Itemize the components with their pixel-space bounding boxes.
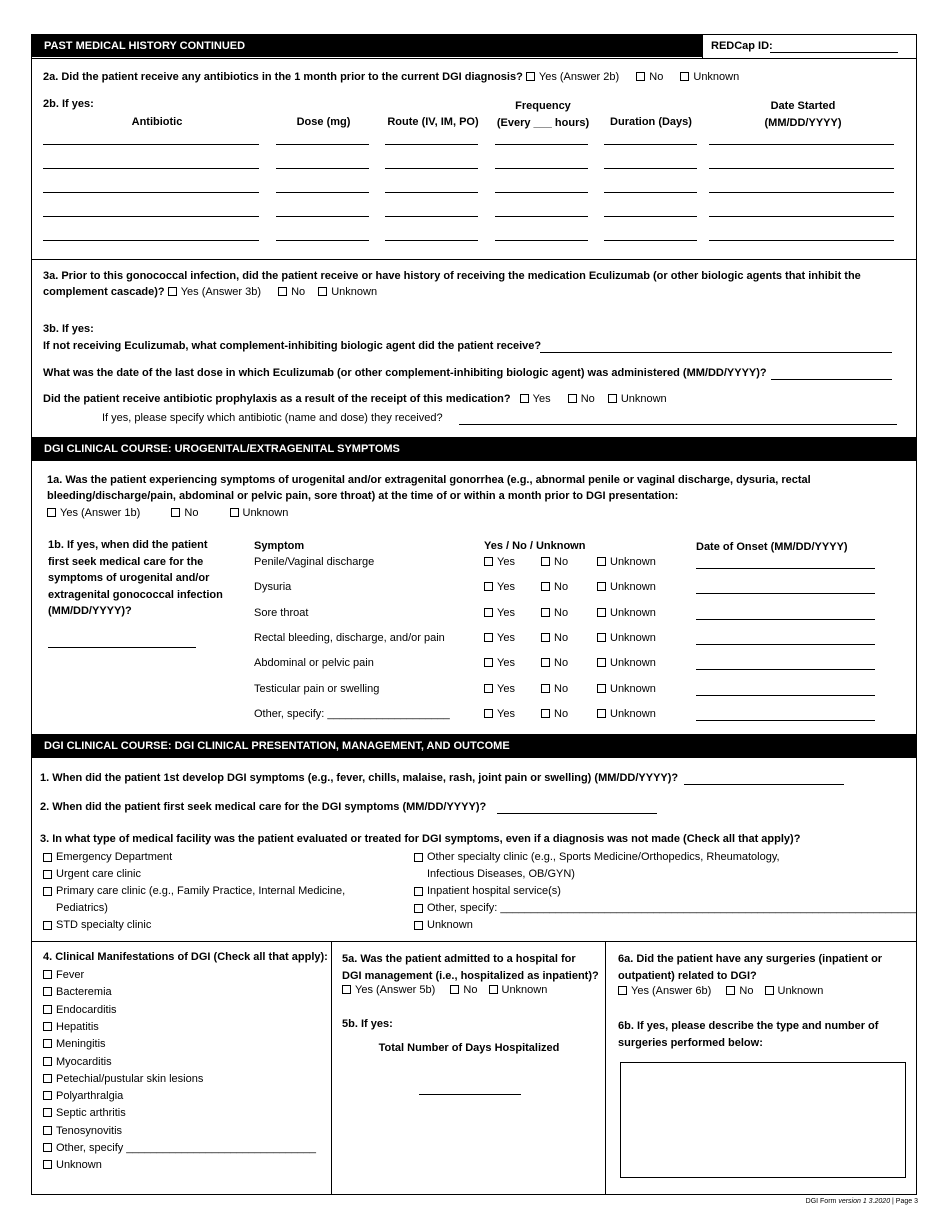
q3b-agent-field[interactable] bbox=[540, 352, 892, 353]
checkbox-icon bbox=[414, 887, 423, 896]
symptom-option-wrapper bbox=[541, 581, 568, 593]
q6a-options bbox=[618, 985, 823, 997]
checkbox-icon bbox=[43, 921, 52, 930]
prophylaxis-option-yes[interactable]: Yes bbox=[520, 393, 551, 405]
divider bbox=[605, 941, 606, 1194]
symptom-label: Dysuria bbox=[254, 581, 292, 594]
manifestation-option[interactable]: Petechial/pustular skin lesions bbox=[43, 1073, 203, 1085]
symptom-option-wrapper bbox=[597, 556, 656, 568]
days-hospitalized-field[interactable] bbox=[419, 1094, 521, 1095]
symptom-option-wrapper bbox=[484, 657, 515, 669]
checkbox-icon bbox=[43, 1074, 52, 1083]
section-header-urogenital: DGI CLINICAL COURSE: UROGENITAL/EXTRAGENITAL SYMPTOMS bbox=[32, 437, 916, 461]
symptom-option-wrapper bbox=[484, 683, 515, 695]
checkbox-icon bbox=[43, 1039, 52, 1048]
checkbox-icon bbox=[636, 72, 645, 81]
symptom-option-no[interactable]: No bbox=[541, 632, 568, 644]
symptom-option-no[interactable]: No bbox=[541, 683, 568, 695]
q6a-option-unknown[interactable]: Unknown bbox=[765, 985, 824, 997]
q6a-option-yes[interactable]: Yes (Answer 6b) bbox=[618, 985, 711, 997]
checkbox-icon bbox=[484, 684, 493, 693]
symptom-option-no[interactable]: No bbox=[541, 581, 568, 593]
col-symptom: Symptom bbox=[254, 540, 305, 552]
col-antibiotic: Antibiotic bbox=[131, 116, 183, 128]
divider bbox=[702, 35, 703, 58]
checkbox-icon bbox=[484, 658, 493, 667]
q3a-option-unknown[interactable]: Unknown bbox=[318, 286, 377, 298]
checkbox-icon bbox=[520, 394, 529, 403]
checkbox-icon bbox=[484, 709, 493, 718]
q1a-question-line1: 1a. Was the patient experiencing symptoms of urogenital and/or extragenital gonorrhea (e.g., abnormal penile or vaginal discharge, dysuria, rectal bbox=[47, 474, 811, 486]
q2a-question: 2a. Did the patient receive any antibiotics in the 1 month prior to the current DGI diagnosis? bbox=[43, 71, 523, 83]
antibiotic-cell-field[interactable] bbox=[276, 240, 369, 241]
q3b-label: 3b. If yes: bbox=[43, 323, 94, 335]
antibiotic-cell-field[interactable] bbox=[604, 144, 697, 145]
checkbox-icon bbox=[568, 394, 577, 403]
checkbox-icon bbox=[414, 921, 423, 930]
facility-option-label: Unknown bbox=[427, 919, 473, 931]
facility-option[interactable] bbox=[414, 920, 473, 934]
q5a-options bbox=[342, 984, 547, 996]
symptom-label: Sore throat bbox=[254, 606, 309, 619]
antibiotic-cell-field[interactable] bbox=[276, 192, 369, 193]
antibiotic-cell-field[interactable] bbox=[709, 168, 894, 169]
q3b-specify-field[interactable] bbox=[459, 424, 897, 425]
q3a-option-yes[interactable]: Yes (Answer 3b) bbox=[168, 286, 261, 298]
checkbox-icon bbox=[43, 887, 52, 896]
antibiotic-cell-field[interactable] bbox=[43, 168, 259, 169]
symptom-label: Other, specify: ____________________ bbox=[254, 707, 450, 720]
checkbox-icon bbox=[726, 986, 735, 995]
divider bbox=[32, 259, 916, 260]
q3a-question-line2: complement cascade)? bbox=[43, 286, 165, 298]
antibiotic-cell-field[interactable] bbox=[495, 216, 588, 217]
checkbox-icon bbox=[484, 633, 493, 642]
symptom-option-yes[interactable]: Yes bbox=[484, 632, 515, 644]
symptom-option-unknown[interactable]: Unknown bbox=[597, 632, 656, 644]
q1b-date-field[interactable] bbox=[48, 647, 196, 648]
antibiotic-cell-field[interactable] bbox=[276, 216, 369, 217]
manifestation-option[interactable]: Septic arthritis bbox=[43, 1107, 126, 1119]
q3a-option-no[interactable]: No bbox=[278, 286, 305, 298]
facility-option[interactable] bbox=[414, 886, 561, 900]
symptom-option-unknown[interactable]: Unknown bbox=[597, 708, 656, 720]
facility-option[interactable] bbox=[43, 886, 345, 917]
q1a-question-line2: bleeding/discharge/pain, abdominal or pelvic pain, sore throat) at the time of or within a month prior to DGI presentation: bbox=[47, 490, 679, 502]
presentation-q1-field[interactable] bbox=[684, 784, 844, 785]
q2a-option-yes[interactable]: Yes (Answer 2b) bbox=[526, 71, 619, 83]
symptom-option-wrapper bbox=[597, 657, 656, 669]
manifestation-option[interactable]: Endocarditis bbox=[43, 1004, 117, 1016]
q5b-label: 5b. If yes: bbox=[342, 1018, 393, 1030]
antibiotic-cell-field[interactable] bbox=[43, 240, 259, 241]
q1a-option-unknown[interactable]: Unknown bbox=[230, 507, 289, 519]
checkbox-icon bbox=[43, 1143, 52, 1152]
checkbox-icon bbox=[43, 1126, 52, 1135]
presentation-q2: 2. When did the patient first seek medical care for the DGI symptoms (MM/DD/YYYY)? bbox=[40, 801, 487, 813]
q5a-question: 5a. Was the patient admitted to a hospital for DGI management (i.e., hospitalized as inpatient)? bbox=[342, 953, 599, 982]
checkbox-icon bbox=[608, 394, 617, 403]
antibiotic-cell-field[interactable] bbox=[385, 144, 478, 145]
q2b-label: 2b. If yes: bbox=[43, 98, 94, 110]
checkbox-icon bbox=[484, 608, 493, 617]
checkbox-icon bbox=[43, 1005, 52, 1014]
checkbox-icon bbox=[484, 582, 493, 591]
symptom-option-wrapper bbox=[541, 632, 568, 644]
checkbox-icon bbox=[414, 853, 423, 862]
checkbox-icon bbox=[168, 287, 177, 296]
symptom-onset-date-field[interactable] bbox=[696, 619, 875, 620]
checkbox-icon bbox=[597, 684, 606, 693]
checkbox-icon bbox=[541, 658, 550, 667]
q5a-option-yes[interactable]: Yes (Answer 5b) bbox=[342, 984, 435, 996]
surgeries-textarea[interactable] bbox=[620, 1062, 906, 1178]
symptom-option-yes[interactable]: Yes bbox=[484, 581, 515, 593]
symptom-option-wrapper bbox=[541, 683, 568, 695]
symptom-onset-date-field[interactable] bbox=[696, 695, 875, 696]
q3a-row bbox=[43, 286, 377, 298]
col-yes-no-unknown: Yes / No / Unknown bbox=[484, 540, 586, 552]
facility-option-label: Inpatient hospital service(s) bbox=[427, 885, 561, 897]
facility-option[interactable] bbox=[414, 852, 780, 883]
checkbox-icon bbox=[278, 287, 287, 296]
q5a-option-no[interactable]: No bbox=[450, 984, 477, 996]
q6a-option-no[interactable]: No bbox=[726, 985, 753, 997]
q3b-agent-question: If not receiving Eculizumab, what complement-inhibiting biologic agent did the patient receive? bbox=[43, 340, 542, 352]
checkbox-icon bbox=[541, 557, 550, 566]
col-date-started: Date Started (MM/DD/YYYY) bbox=[764, 100, 842, 129]
checkbox-icon bbox=[597, 608, 606, 617]
checkbox-icon bbox=[597, 557, 606, 566]
symptom-option-unknown[interactable]: Unknown bbox=[597, 556, 656, 568]
q1a-option-no[interactable]: No bbox=[171, 507, 198, 519]
antibiotic-cell-field[interactable] bbox=[604, 168, 697, 169]
facility-option-label: Emergency Department bbox=[56, 851, 173, 863]
redcap-id-field[interactable] bbox=[770, 52, 898, 53]
checkbox-icon bbox=[230, 508, 239, 517]
symptom-option-wrapper bbox=[484, 607, 515, 619]
manifestation-option[interactable]: Fever bbox=[43, 969, 84, 981]
antibiotic-cell-field[interactable] bbox=[495, 144, 588, 145]
q4-title: 4. Clinical Manifestations of DGI (Check all that apply): bbox=[43, 951, 328, 963]
symptom-option-yes[interactable]: Yes bbox=[484, 556, 515, 568]
symptom-option-wrapper bbox=[541, 657, 568, 669]
checkbox-icon bbox=[43, 870, 52, 879]
symptom-option-wrapper bbox=[597, 708, 656, 720]
checkbox-icon bbox=[43, 1091, 52, 1100]
checkbox-icon bbox=[541, 684, 550, 693]
symptom-onset-date-field[interactable] bbox=[696, 593, 875, 594]
symptom-option-wrapper bbox=[484, 708, 515, 720]
antibiotic-cell-field[interactable] bbox=[709, 192, 894, 193]
symptom-option-yes[interactable]: Yes bbox=[484, 607, 515, 619]
facility-option-label: Other, specify: ____________________________________________________________________ bbox=[427, 902, 917, 914]
q3b-prophylaxis-question: Did the patient receive antibiotic prophylaxis as a result of the receipt of this medication? bbox=[43, 393, 511, 405]
q5a-option-unknown[interactable]: Unknown bbox=[489, 984, 548, 996]
antibiotic-cell-field[interactable] bbox=[43, 144, 259, 145]
symptom-option-wrapper bbox=[484, 556, 515, 568]
checkbox-icon bbox=[597, 633, 606, 642]
antibiotic-cell-field[interactable] bbox=[709, 240, 894, 241]
col-dose: Dose (mg) bbox=[296, 116, 351, 128]
facility-option[interactable] bbox=[414, 903, 916, 917]
symptom-onset-date-field[interactable] bbox=[696, 568, 875, 569]
checkbox-icon bbox=[414, 904, 423, 913]
antibiotic-cell-field[interactable] bbox=[385, 216, 478, 217]
antibiotic-cell-field[interactable] bbox=[385, 192, 478, 193]
section-header-past-medical-history: PAST MEDICAL HISTORY CONTINUED bbox=[32, 35, 702, 57]
facility-option[interactable] bbox=[43, 920, 151, 934]
symptom-option-no[interactable]: No bbox=[541, 607, 568, 619]
q1b-question: 1b. If yes, when did the patient first seek medical care for the symptoms of urogenital and/or extragenital gonococcal infection (MM/DD/YYYY)? bbox=[48, 539, 223, 617]
symptom-option-yes[interactable]: Yes bbox=[484, 657, 515, 669]
symptom-option-wrapper bbox=[541, 607, 568, 619]
antibiotic-cell-field[interactable] bbox=[43, 192, 259, 193]
antibiotic-cell-field[interactable] bbox=[276, 168, 369, 169]
checkbox-icon bbox=[318, 287, 327, 296]
antibiotic-cell-field[interactable] bbox=[43, 216, 259, 217]
symptom-label: Abdominal or pelvic pain bbox=[254, 657, 374, 670]
symptom-option-wrapper bbox=[484, 632, 515, 644]
antibiotic-cell-field[interactable] bbox=[276, 144, 369, 145]
checkbox-icon bbox=[618, 986, 627, 995]
prophylaxis-option-unknown[interactable]: Unknown bbox=[608, 393, 667, 405]
q3b-date-question: What was the date of the last dose in which Eculizumab (or other complement-inhibiting biologic agent) was administered (MM/DD/YYYY)? bbox=[43, 367, 767, 379]
facility-option[interactable] bbox=[43, 852, 172, 866]
symptom-label: Penile/Vaginal discharge bbox=[254, 556, 375, 568]
checkbox-icon bbox=[342, 985, 351, 994]
symptom-option-yes[interactable]: Yes bbox=[484, 708, 515, 720]
symptom-option-wrapper bbox=[597, 607, 656, 619]
manifestation-option[interactable]: Myocarditis bbox=[43, 1056, 112, 1068]
symptom-option-wrapper bbox=[541, 556, 568, 568]
presentation-q3: 3. In what type of medical facility was the patient evaluated or treated for DGI symptoms, even if a diagnosis was not made (Check all that apply)? bbox=[40, 833, 801, 845]
col-date-of-onset: Date of Onset (MM/DD/YYYY) bbox=[696, 541, 848, 553]
symptom-option-yes[interactable]: Yes bbox=[484, 683, 515, 695]
q3a-question-line1: 3a. Prior to this gonococcal infection, did the patient receive or have history of receiving the medication Eculizumab (or other biologic agents that inhibit the bbox=[43, 270, 861, 282]
q1a-options bbox=[47, 507, 288, 519]
presentation-q1: 1. When did the patient 1st develop DGI symptoms (e.g., fever, chills, malaise, rash, joint pain or swelling) (MM/DD/YYYY)? bbox=[40, 772, 679, 784]
checkbox-icon bbox=[597, 658, 606, 667]
antibiotic-cell-field[interactable] bbox=[604, 192, 697, 193]
col-duration: Duration (Days) bbox=[610, 116, 692, 128]
checkbox-icon bbox=[541, 608, 550, 617]
symptom-option-unknown[interactable]: Unknown bbox=[597, 683, 656, 695]
checkbox-icon bbox=[43, 853, 52, 862]
manifestation-option[interactable]: Bacteremia bbox=[43, 986, 112, 998]
checkbox-icon bbox=[489, 985, 498, 994]
q3b-specify-question: If yes, please specify which antibiotic (name and dose) they received? bbox=[102, 412, 443, 424]
symptom-option-unknown[interactable]: Unknown bbox=[597, 657, 656, 669]
checkbox-icon bbox=[484, 557, 493, 566]
q1a-option-yes[interactable]: Yes (Answer 1b) bbox=[47, 507, 140, 519]
manifestation-option[interactable]: Meningitis bbox=[43, 1038, 106, 1050]
facility-option[interactable] bbox=[43, 869, 141, 883]
symptom-option-no[interactable]: No bbox=[541, 657, 568, 669]
checkbox-icon bbox=[171, 508, 180, 517]
checkbox-icon bbox=[43, 1160, 52, 1169]
antibiotic-cell-field[interactable] bbox=[495, 240, 588, 241]
q6a-question: 6a. Did the patient have any surgeries (inpatient or outpatient) related to DGI? bbox=[618, 953, 883, 982]
checkbox-icon bbox=[43, 1108, 52, 1117]
symptom-onset-date-field[interactable] bbox=[696, 669, 875, 670]
manifestation-option[interactable]: Unknown bbox=[43, 1159, 102, 1171]
checkbox-icon bbox=[680, 72, 689, 81]
manifestation-option[interactable]: Other, specify _______________________________ bbox=[43, 1142, 316, 1154]
antibiotic-cell-field[interactable] bbox=[385, 168, 478, 169]
checkbox-icon bbox=[597, 582, 606, 591]
manifestation-option[interactable]: Hepatitis bbox=[43, 1021, 99, 1033]
checkbox-icon bbox=[43, 1057, 52, 1066]
checkbox-icon bbox=[43, 970, 52, 979]
antibiotic-cell-field[interactable] bbox=[385, 240, 478, 241]
antibiotic-cell-field[interactable] bbox=[604, 240, 697, 241]
divider bbox=[32, 941, 916, 942]
antibiotic-cell-field[interactable] bbox=[709, 144, 894, 145]
facility-option-label: Primary care clinic (e.g., Family Practice, Internal Medicine, Pediatrics) bbox=[56, 885, 346, 914]
q3b-date-field[interactable] bbox=[771, 379, 892, 380]
manifestation-option[interactable]: Tenosynovitis bbox=[43, 1125, 122, 1137]
q2a-option-unknown[interactable]: Unknown bbox=[680, 71, 739, 83]
section-header-presentation: DGI CLINICAL COURSE: DGI CLINICAL PRESENTATION, MANAGEMENT, AND OUTCOME bbox=[32, 734, 916, 758]
antibiotic-cell-field[interactable] bbox=[709, 216, 894, 217]
facility-option-label: Other specialty clinic (e.g., Sports Medicine/Orthopedics, Rheumatology, Infectious Diseases, OB/GYN) bbox=[427, 851, 780, 880]
q2a-option-no[interactable]: No bbox=[636, 71, 663, 83]
q3b-prophylaxis-row bbox=[43, 393, 667, 405]
footer: DGI Form version 1 3.2020 | Page 3 bbox=[805, 1198, 918, 1205]
col-frequency: Frequency (Every ___ hours) bbox=[496, 100, 590, 129]
symptom-option-unknown[interactable]: Unknown bbox=[597, 581, 656, 593]
col-route: Route (IV, IM, PO) bbox=[387, 116, 479, 128]
antibiotic-cell-field[interactable] bbox=[604, 216, 697, 217]
checkbox-icon bbox=[526, 72, 535, 81]
days-hospitalized-label: Total Number of Days Hospitalized bbox=[378, 1042, 560, 1054]
checkbox-icon bbox=[43, 1022, 52, 1031]
facility-option-label: Urgent care clinic bbox=[56, 868, 141, 880]
redcap-id-label: REDCap ID: bbox=[711, 40, 773, 52]
q2a-row bbox=[43, 71, 739, 83]
symptom-option-wrapper bbox=[597, 581, 656, 593]
symptom-option-wrapper bbox=[597, 683, 656, 695]
symptom-option-no[interactable]: No bbox=[541, 556, 568, 568]
symptom-option-wrapper bbox=[597, 632, 656, 644]
prophylaxis-option-no[interactable]: No bbox=[568, 393, 595, 405]
symptom-label: Rectal bleeding, discharge, and/or pain bbox=[254, 631, 445, 644]
symptom-label: Testicular pain or swelling bbox=[254, 682, 380, 695]
checkbox-icon bbox=[541, 633, 550, 642]
checkbox-icon bbox=[765, 986, 774, 995]
manifestation-option[interactable]: Polyarthralgia bbox=[43, 1090, 123, 1102]
symptom-option-no[interactable]: No bbox=[541, 708, 568, 720]
facility-option-label: STD specialty clinic bbox=[56, 919, 152, 931]
q6b-question: 6b. If yes, please describe the type and number of surgeries performed below: bbox=[618, 1020, 879, 1049]
checkbox-icon bbox=[541, 709, 550, 718]
presentation-q2-field[interactable] bbox=[497, 813, 657, 814]
symptom-onset-date-field[interactable] bbox=[696, 644, 875, 645]
checkbox-icon bbox=[541, 582, 550, 591]
checkbox-icon bbox=[47, 508, 56, 517]
divider bbox=[331, 941, 332, 1194]
checkbox-icon bbox=[450, 985, 459, 994]
checkbox-icon bbox=[597, 709, 606, 718]
divider bbox=[32, 58, 916, 59]
antibiotic-cell-field[interactable] bbox=[495, 192, 588, 193]
symptom-option-wrapper bbox=[541, 708, 568, 720]
symptom-option-unknown[interactable]: Unknown bbox=[597, 607, 656, 619]
symptom-onset-date-field[interactable] bbox=[696, 720, 875, 721]
checkbox-icon bbox=[43, 987, 52, 996]
antibiotic-cell-field[interactable] bbox=[495, 168, 588, 169]
symptom-option-wrapper bbox=[484, 581, 515, 593]
